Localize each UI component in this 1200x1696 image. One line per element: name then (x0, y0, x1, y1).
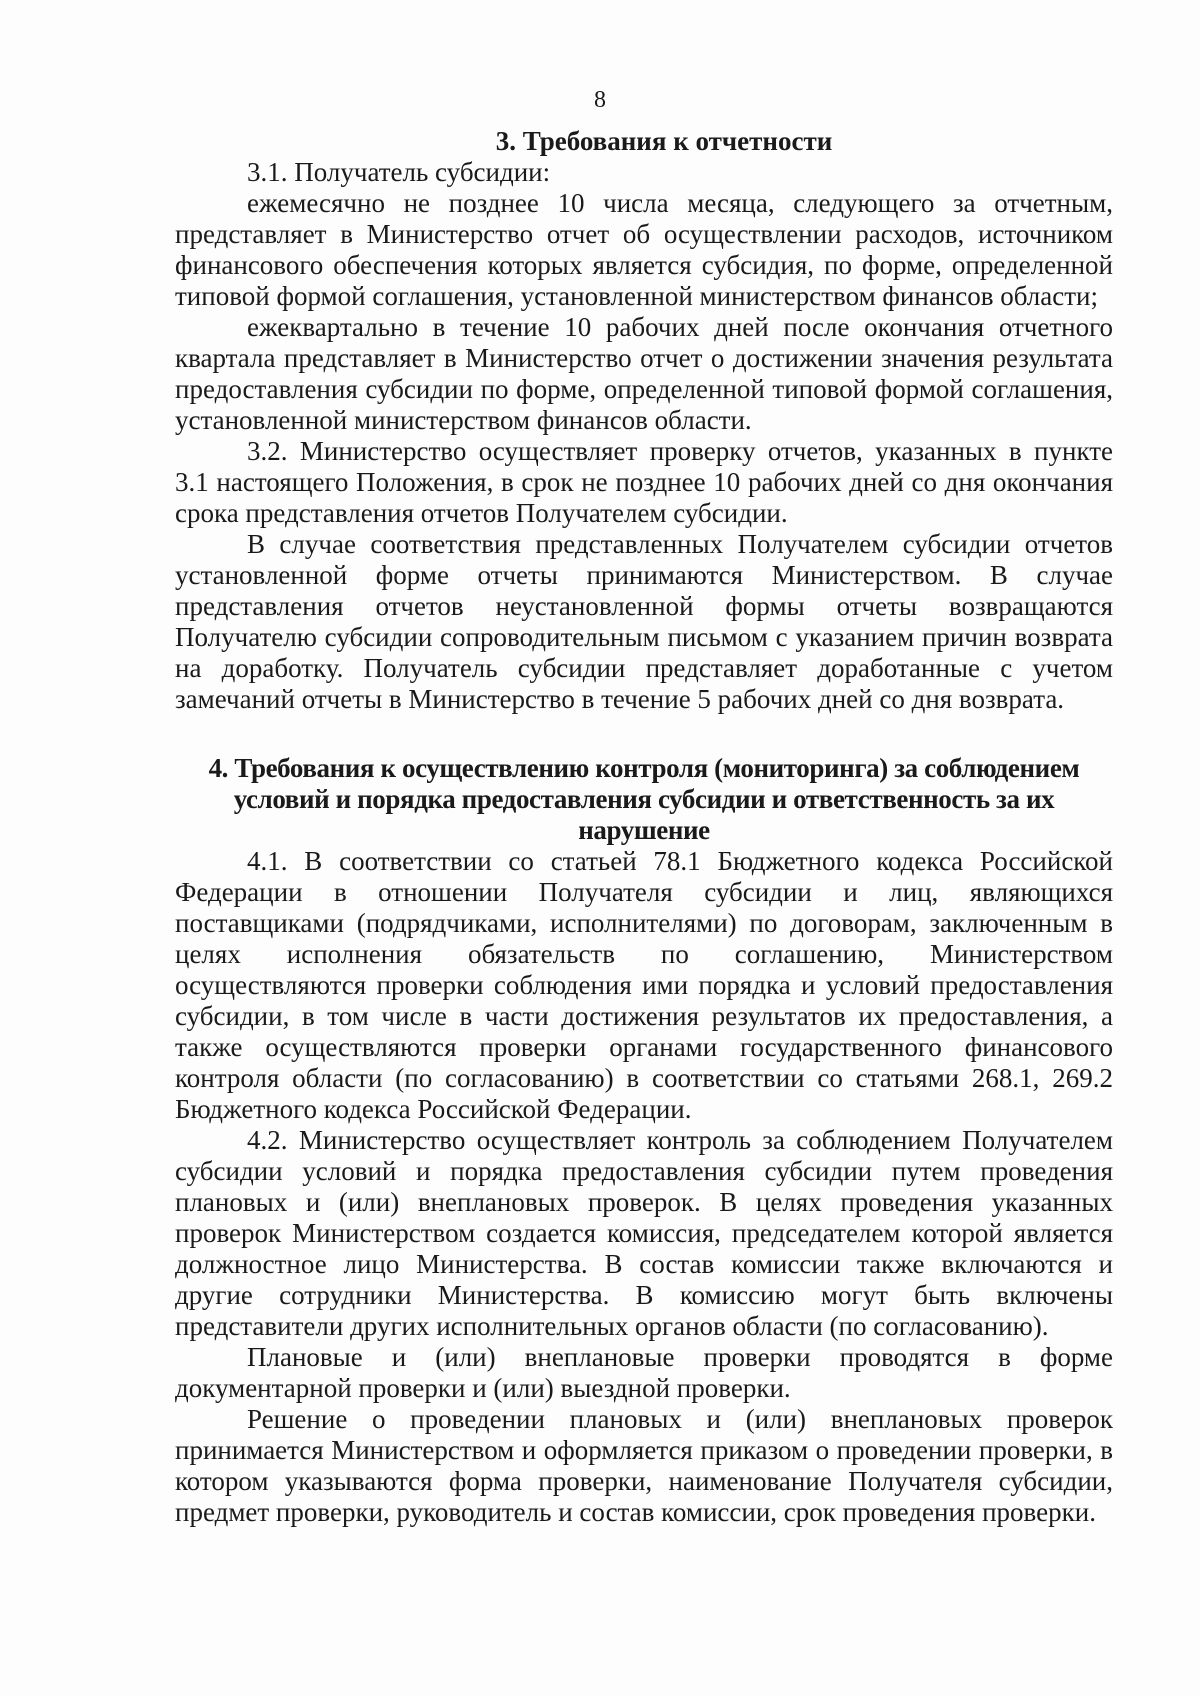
section-3-heading: 3. Требования к отчетности (495, 126, 833, 156)
page-number: 8 (594, 87, 606, 113)
section-4-heading-line-2: условий и порядка предоставления субсидии и ответственность за их нарушение (233, 784, 1055, 845)
section-4-heading (175, 753, 1113, 846)
paragraph-4-1: 4.1. В соответствии со статьей 78.1 Бюджетного кодекса Российской Федерации в отношении Получателя субсидии и лиц, являющихся поставщиками (подрядчиками, исполнителями) по договорам, заключенным в целях исполнения обязательств по соглашению, Министерством осуществляются проверки соблюдения ими порядка и условий предоставления субсидии, в том числе в части достижения результатов их предоставления, а также осуществляются проверки органами государственного финансового контроля области (по согласованию) в соответствии со статьями 268.1, 269.2 Бюджетного кодекса Российской Федерации. (175, 846, 1113, 1124)
paragraph-4-2: 4.2. Министерство осуществляет контроль за соблюдением Получателем субсидии условий и порядка предоставления субсидии путем проведения плановых и (или) внеплановых проверок. В целях проведения указанных проверок Министерством создается комиссия, председателем которой является должностное лицо Министерства. В состав комиссии также включаются и другие сотрудники Министерства. В комиссию могут быть включены представители других исполнительных органов области (по согласованию). (175, 1125, 1113, 1341)
paragraph-3-2: 3.2. Министерство осуществляет проверку отчетов, указанных в пункте 3.1 настоящего Положения, в срок не позднее 10 рабочих дней со дня окончания срока представления отчетов Получателем субсидии. (175, 436, 1113, 528)
paragraph-inspection-decision: Решение о проведении плановых и (или) внеплановых проверок принимается Министерством и оформляется приказом о проведении проверки, в котором указываются форма проверки, наименование Получателя субсидии, предмет проверки, руководитель и состав комиссии, срок проведения проверки. (175, 1404, 1113, 1527)
paragraph-inspection-forms: Плановые и (или) внеплановые проверки проводятся в форме документарной проверки и (или) выездной проверки. (175, 1342, 1113, 1403)
paragraph-quarterly-report: ежеквартально в течение 10 рабочих дней после окончания отчетного квартала представляет в Министерство отчет о достижении значения результата предоставления субсидии по форме, определенной типовой формой соглашения, установленной министерством финансов области. (175, 312, 1113, 435)
section-4-heading-line-1: 4. Требования к осуществлению контроля (мониторинга) за соблюдением (208, 753, 1080, 783)
document-body (175, 126, 1113, 1528)
paragraph-monthly-report: ежемесячно не позднее 10 числа месяца, следующего за отчетным, представляет в Министерство отчет об осуществлении расходов, источником финансового обеспечения которых является субсидия, по форме, определенной типовой формой соглашения, установленной министерством финансов области; (175, 188, 1113, 311)
paragraph-report-acceptance: В случае соответствия представленных Получателем субсидии отчетов установленной форме отчеты принимаются Министерством. В случае представления отчетов неустановленной формы отчеты возвращаются Получателю субсидии сопроводительным письмом с указанием причин возврата на доработку. Получатель субсидии представляет доработанные с учетом замечаний отчеты в Министерство в течение 5 рабочих дней со дня возврата. (175, 529, 1113, 714)
paragraph-3-1: 3.1. Получатель субсидии: (247, 157, 551, 187)
